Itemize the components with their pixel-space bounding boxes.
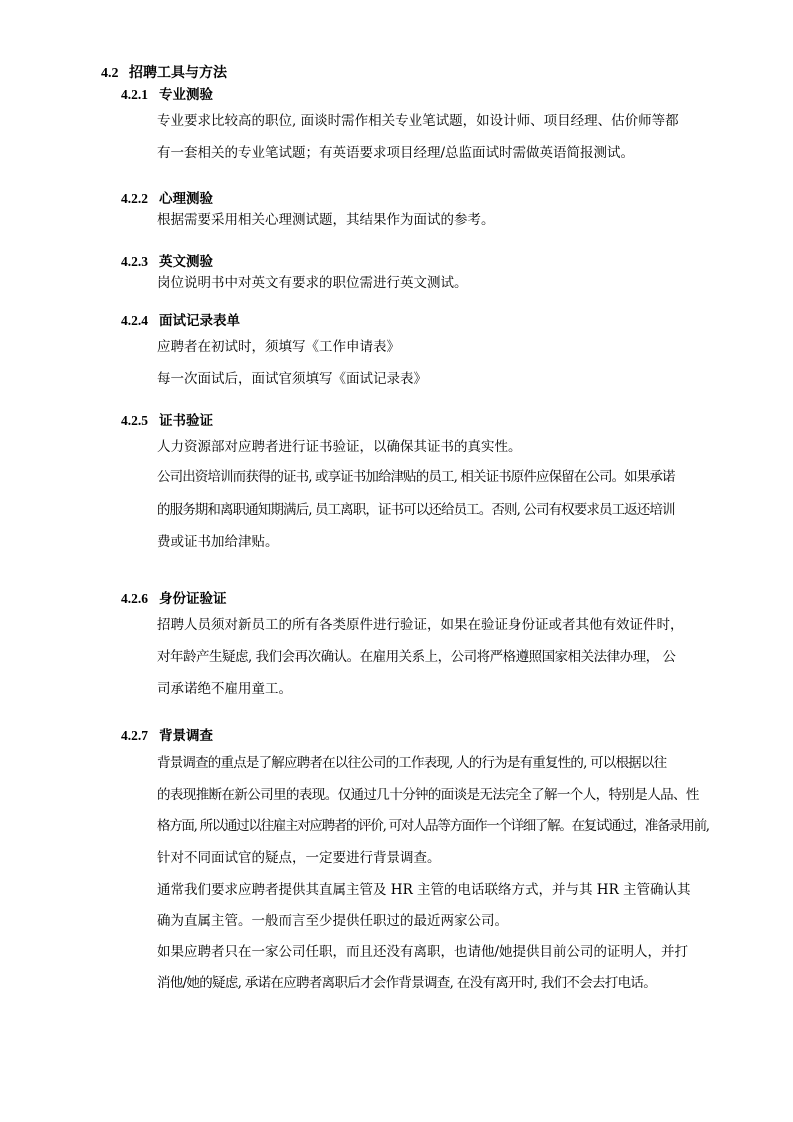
paragraph-line: 有一套相关的专业笔试题；有英语要求项目经理/总监面试时需做英语简报测试。 — [157, 145, 635, 161]
subsection-number: 4.2.2 — [121, 191, 148, 206]
paragraph-line: 如果应聘者只在一家公司任职，而且还没有离职，也请他/她提供目前公司的证明人，并打 — [157, 944, 689, 960]
subsection-number: 4.2.5 — [121, 413, 148, 428]
subsection-number: 4.2.3 — [121, 254, 148, 269]
subsection-title: 心理测验 — [159, 191, 213, 207]
section-title: 招聘工具与方法 — [129, 65, 227, 81]
paragraph-line: 费或证书加给津贴。 — [157, 534, 279, 550]
paragraph-line: 根据需要采用相关心理测试题，其结果作为面试的参考。 — [157, 212, 495, 228]
subsection-number: 4.2.7 — [121, 728, 148, 743]
subsection-heading — [121, 190, 213, 208]
subsection-heading — [121, 727, 213, 745]
paragraph-line: 对年龄产生疑虑, 我们会再次确认。在雇用关系上，公司将严格遵照国家相关法律办理， 公 — [157, 649, 676, 665]
subsection-title: 面试记录表单 — [159, 313, 240, 329]
section-number: 4.2 — [101, 66, 119, 81]
subsection-heading — [121, 253, 213, 271]
paragraph-line: 每一次面试后，面试官须填写《面试记录表》 — [157, 371, 427, 387]
paragraph-line: 公司出资培训而获得的证书, 或享证书加给津贴的员工, 相关证书原件应保留在公司。如果承诺 — [157, 469, 675, 485]
paragraph-line: 岗位说明书中对英文有要求的职位需进行英文测试。 — [157, 275, 468, 291]
paragraph-line: 司承诺绝不雇用童工。 — [157, 681, 292, 697]
subsection-title: 背景调查 — [159, 728, 213, 744]
subsection-heading — [121, 590, 227, 608]
subsection-heading — [121, 86, 213, 104]
paragraph-line: 确为直属主管。一般而言至少提供任职过的最近两家公司。 — [157, 913, 508, 929]
section-heading — [101, 64, 227, 83]
paragraph-line: 招聘人员须对新员工的所有各类原件进行验证，如果在验证身份证或者其他有效证件时， — [157, 617, 684, 633]
subsection-title: 证书验证 — [159, 413, 213, 429]
subsection-heading — [121, 312, 240, 330]
subsection-title: 英文测验 — [159, 254, 213, 270]
paragraph-line: 的表现推断在新公司里的表现。仅通过几十分钟的面谈是无法完全了解一个人，特别是人品、性 — [157, 787, 699, 803]
paragraph-line: 专业要求比较高的职位, 面谈时需作相关专业笔试题，如设计师、项目经理、估价师等都 — [157, 113, 679, 129]
paragraph-line: 格方面, 所以通过以往雇主对应聘者的评价, 可对人品等方面作一个详细了解。在复试通过，准备录用前, — [157, 818, 709, 834]
subsection-number: 4.2.4 — [121, 313, 148, 328]
paragraph-line: 背景调查的重点是了解应聘者在以往公司的工作表现, 人的行为是有重复性的, 可以根据以往 — [157, 755, 667, 771]
subsection-title: 专业测验 — [159, 87, 213, 103]
subsection-number: 4.2.6 — [121, 591, 148, 606]
subsection-number: 4.2.1 — [121, 87, 148, 102]
subsection-title: 身份证验证 — [159, 591, 227, 607]
paragraph-line: 通常我们要求应聘者提供其直属主管及 HR 主管的电话联络方式，并与其 HR 主管确认其 — [157, 882, 691, 898]
paragraph-line: 的服务期和离职通知期满后, 员工离职，证书可以还给员工。否则, 公司有权要求员工返还培训 — [157, 502, 675, 518]
subsection-heading — [121, 412, 213, 430]
paragraph-line: 消他/她的疑虑, 承诺在应聘者离职后才会作背景调查, 在没有离开时, 我们不会去打电话。 — [157, 975, 656, 991]
paragraph-line: 人力资源部对应聘者进行证书验证，以确保其证书的真实性。 — [157, 439, 522, 455]
paragraph-line: 针对不同面试官的疑点，一定要进行背景调查。 — [157, 850, 441, 866]
paragraph-line: 应聘者在初试时，须填写《工作申请表》 — [157, 339, 400, 355]
